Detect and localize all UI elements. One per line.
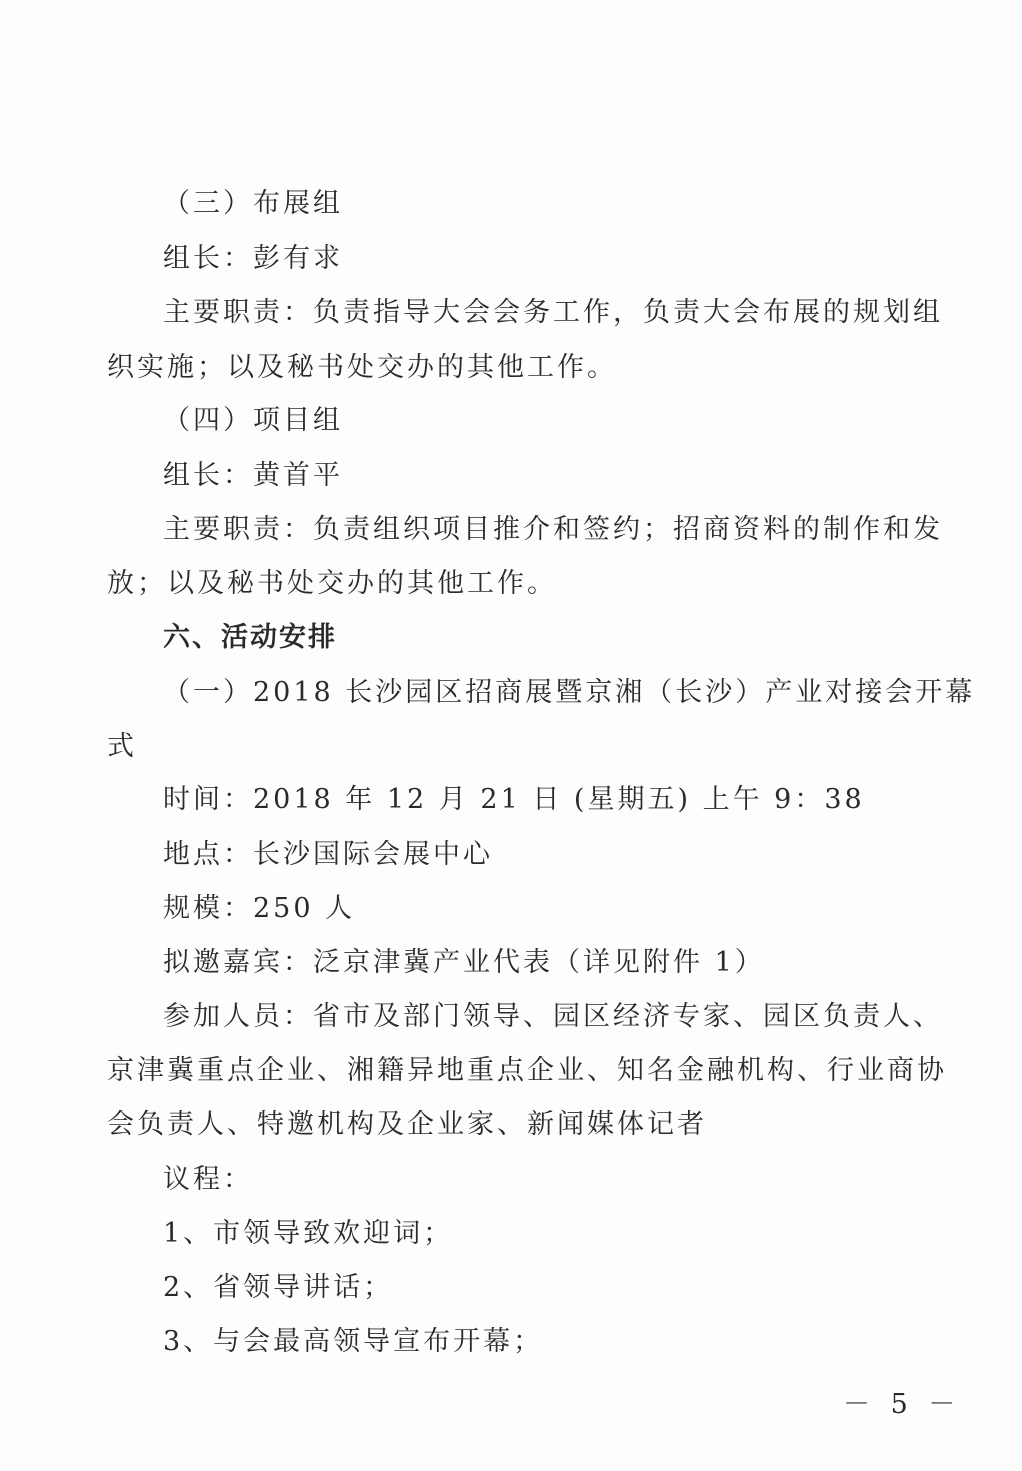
agenda-item: 1、市领导致欢迎词；: [163, 1218, 454, 1249]
duties-line: 主要职责：负责指导大会会务工作，负责大会布展的规划组: [163, 297, 943, 328]
section-heading-project-group: （四）项目组: [163, 405, 343, 436]
event-scale-line: 规模：250 人: [163, 893, 356, 924]
agenda-item: 2、省领导讲话；: [163, 1272, 394, 1303]
participants-line-continued: 会负责人、特邀机构及企业家、新闻媒体记者: [107, 1109, 707, 1140]
duties-line-continued: 放；以及秘书处交办的其他工作。: [107, 568, 557, 599]
duties-line-continued: 织实施；以及秘书处交办的其他工作。: [107, 352, 617, 383]
event-title-line: （一）2018 长沙园区招商展暨京湘（长沙）产业对接会开幕: [163, 677, 976, 708]
invited-guests-line: 拟邀嘉宾：泛京津冀产业代表（详见附件 1）: [163, 947, 765, 978]
page-number: － 5 －: [843, 1389, 962, 1420]
duties-line: 主要职责：负责组织项目推介和签约；招商资料的制作和发: [163, 514, 943, 545]
event-location-line: 地点：长沙国际会展中心: [163, 839, 493, 870]
agenda-item: 3、与会最高领导宣布开幕；: [163, 1326, 544, 1357]
chapter-heading-activities: 六、活动安排: [163, 622, 337, 653]
event-title-line-continued: 式: [107, 731, 137, 762]
section-heading-exhibition-group: （三）布展组: [163, 188, 343, 219]
group-leader-line: 组长：彭有求: [163, 243, 343, 274]
participants-line: 参加人员：省市及部门领导、园区经济专家、园区负责人、: [163, 1001, 943, 1032]
agenda-heading: 议程：: [163, 1164, 253, 1195]
group-leader-line: 组长：黄首平: [163, 460, 343, 491]
participants-line-continued: 京津冀重点企业、湘籍异地重点企业、知名金融机构、行业商协: [107, 1055, 947, 1086]
event-time-line: 时间：2018 年 12 月 21 日 (星期五) 上午 9：38: [163, 784, 865, 815]
